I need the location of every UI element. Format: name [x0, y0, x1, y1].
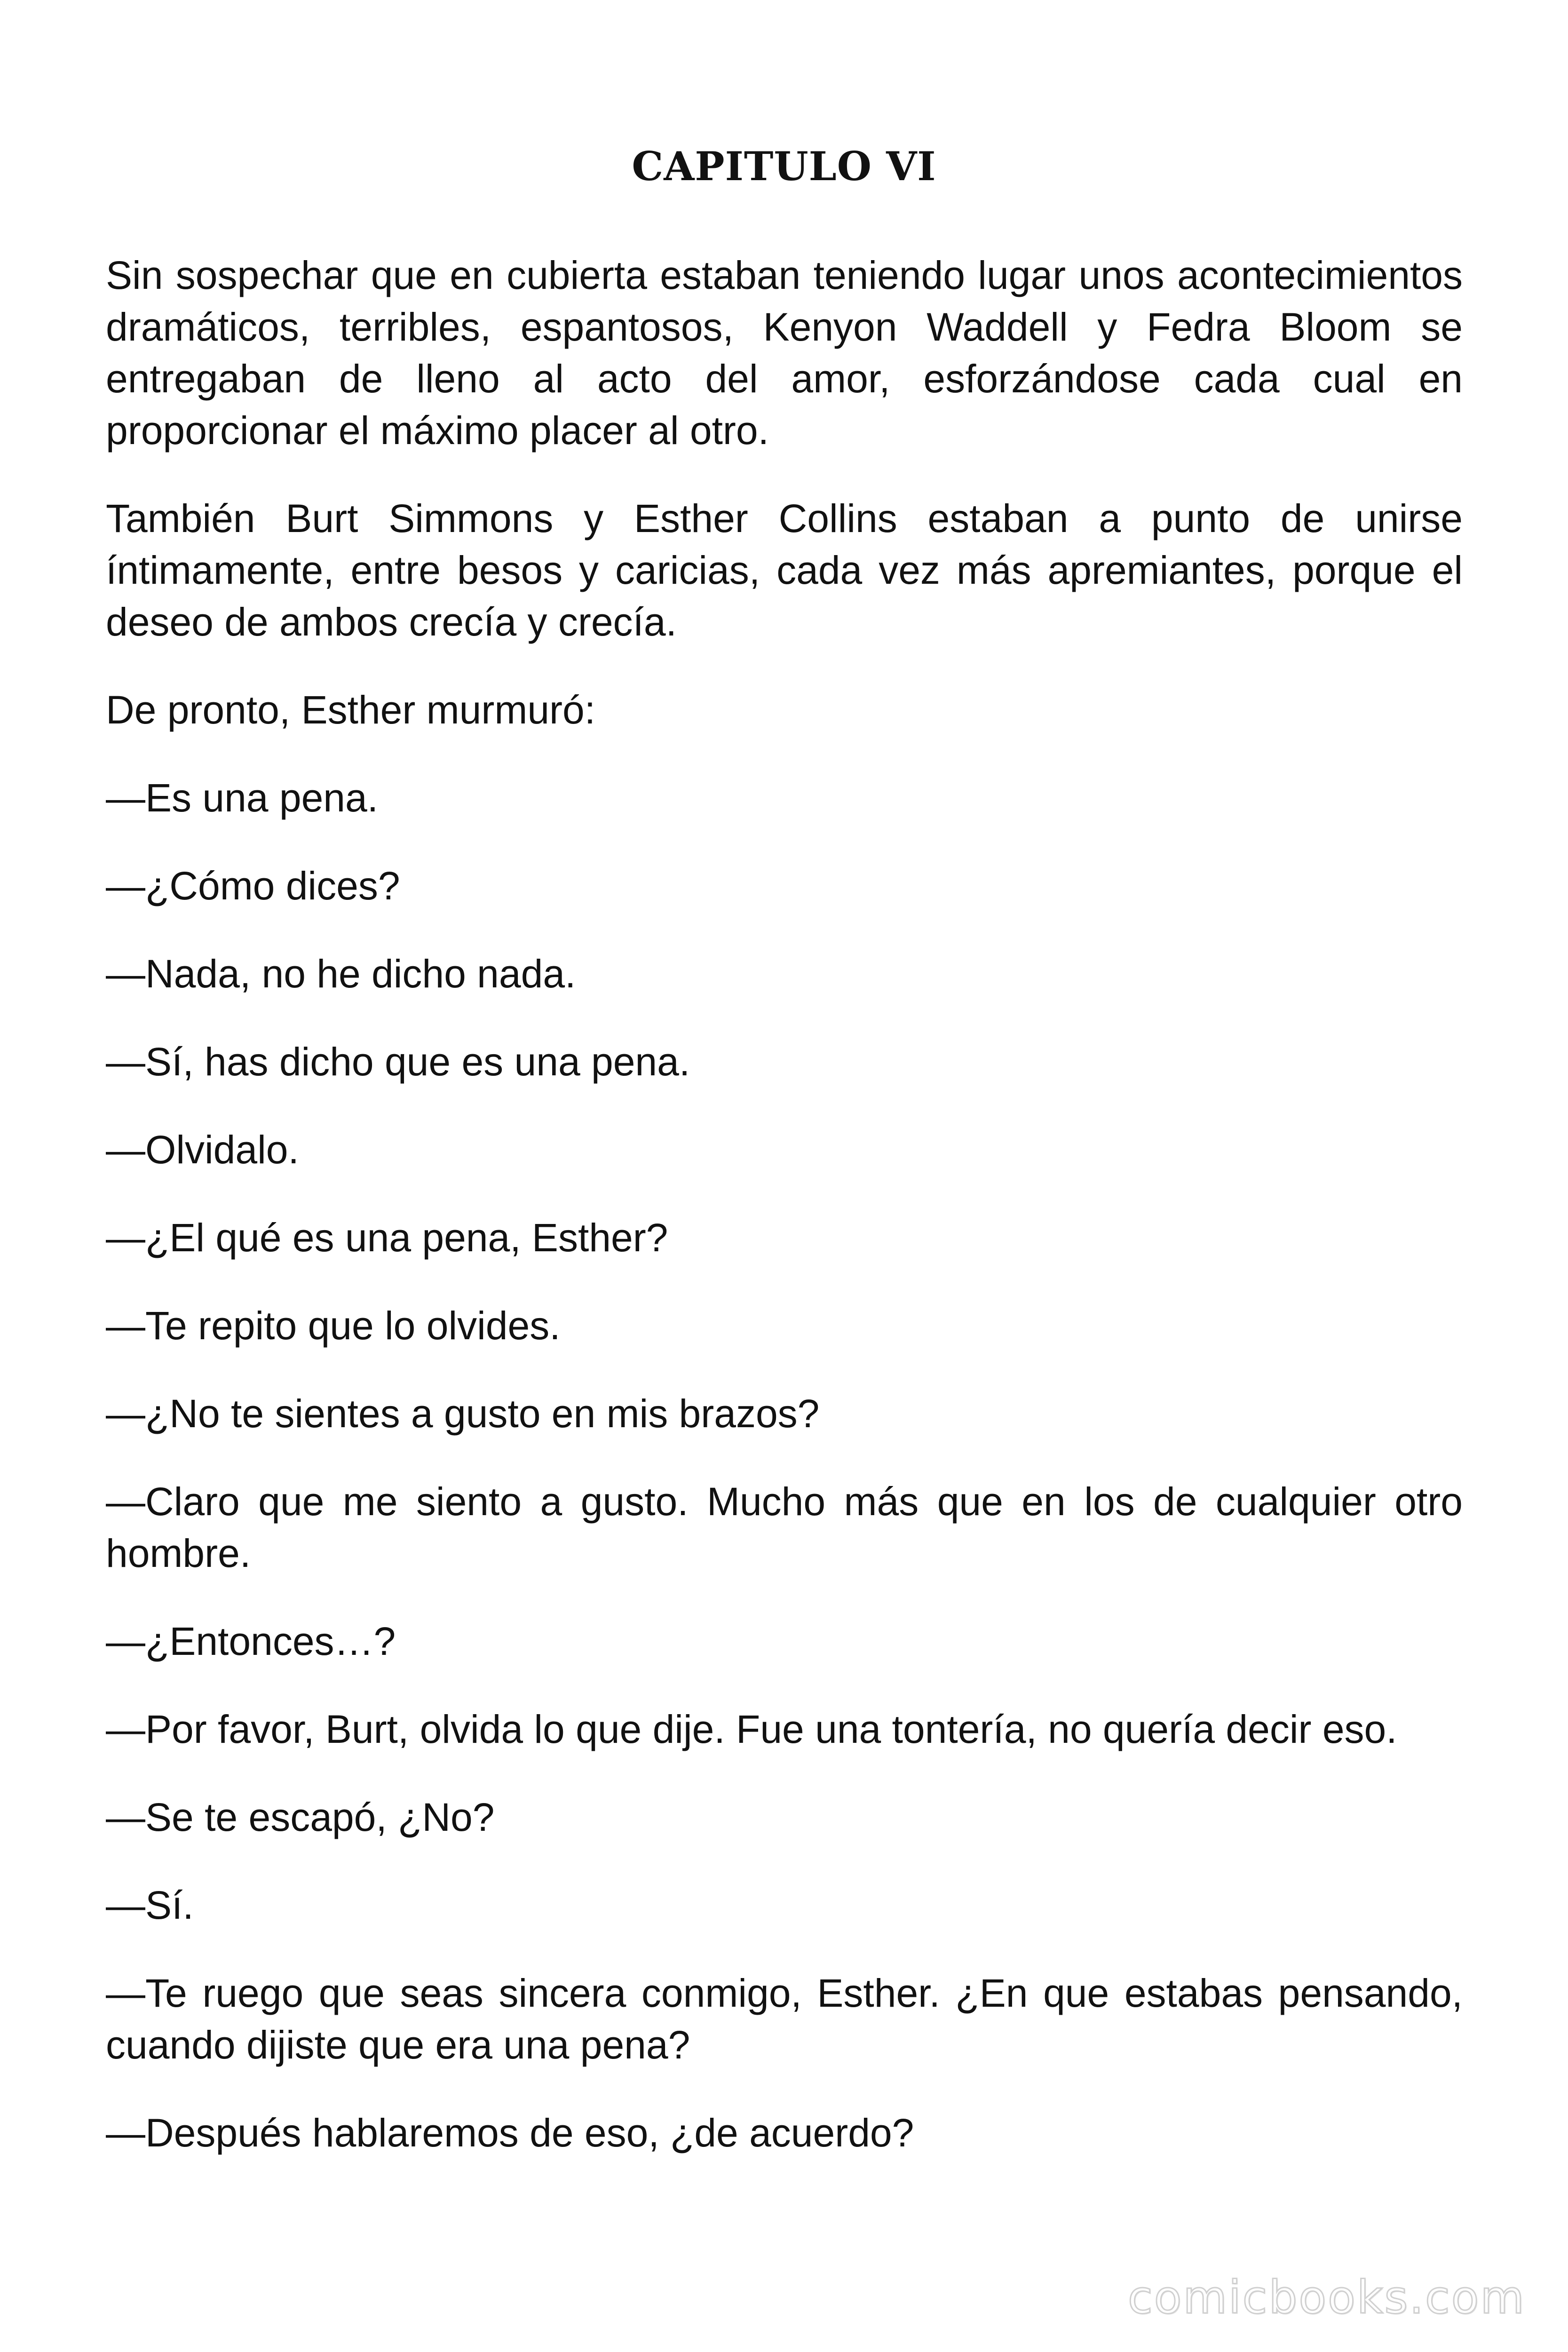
paragraph: También Burt Simmons y Esther Collins estaban a punto de unirse íntimamente, entre besos y caricias, cada vez más apremiantes, porque el deseo de ambos crecía y crecía. [106, 496, 1463, 644]
dialogue-line: —¿Entonces…? [106, 1619, 396, 1663]
chapter-body [106, 249, 1463, 2195]
dialogue-line: —Te ruego que seas sincera conmigo, Esther. ¿En que estabas pensando, cuando dijiste que era una pena? [106, 1971, 1463, 2067]
dialogue-line: —Se te escapó, ¿No? [106, 1795, 495, 1839]
dialogue-line: —Es una pena. [106, 776, 379, 820]
dialogue-line: —¿No te sientes a gusto en mis brazos? [106, 1391, 820, 1436]
dialogue-line: —¿Cómo dices? [106, 864, 400, 908]
chapter-title: CAPITULO VI [632, 143, 936, 190]
watermark: comicbooks.com [1127, 2271, 1526, 2324]
dialogue-line: —Sí. [106, 1883, 194, 1927]
dialogue-line: —Olvidalo. [106, 1128, 299, 1172]
dialogue-line: —¿El qué es una pena, Esther? [106, 1216, 668, 1260]
dialogue-line: —Sí, has dicho que es una pena. [106, 1040, 690, 1084]
paragraph: De pronto, Esther murmuró: [106, 688, 596, 732]
dialogue-line: —Por favor, Burt, olvida lo que dije. Fue una tontería, no quería decir eso. [106, 1707, 1397, 1751]
dialogue-line: —Después hablaremos de eso, ¿de acuerdo? [106, 2111, 914, 2155]
dialogue-line: —Claro que me siento a gusto. Mucho más que en los de cualquier otro hombre. [106, 1479, 1463, 1575]
dialogue-line: —Te repito que lo olvides. [106, 1303, 561, 1348]
dialogue-line: —Nada, no he dicho nada. [106, 952, 576, 996]
paragraph: Sin sospechar que en cubierta estaban teniendo lugar unos acontecimientos dramáticos, terribles, espantosos, Kenyon Waddell y Fedra Bloom se entregaban de lleno al acto del amor, esforzándose cada cual en proporcionar el máximo placer al otro. [106, 253, 1463, 453]
